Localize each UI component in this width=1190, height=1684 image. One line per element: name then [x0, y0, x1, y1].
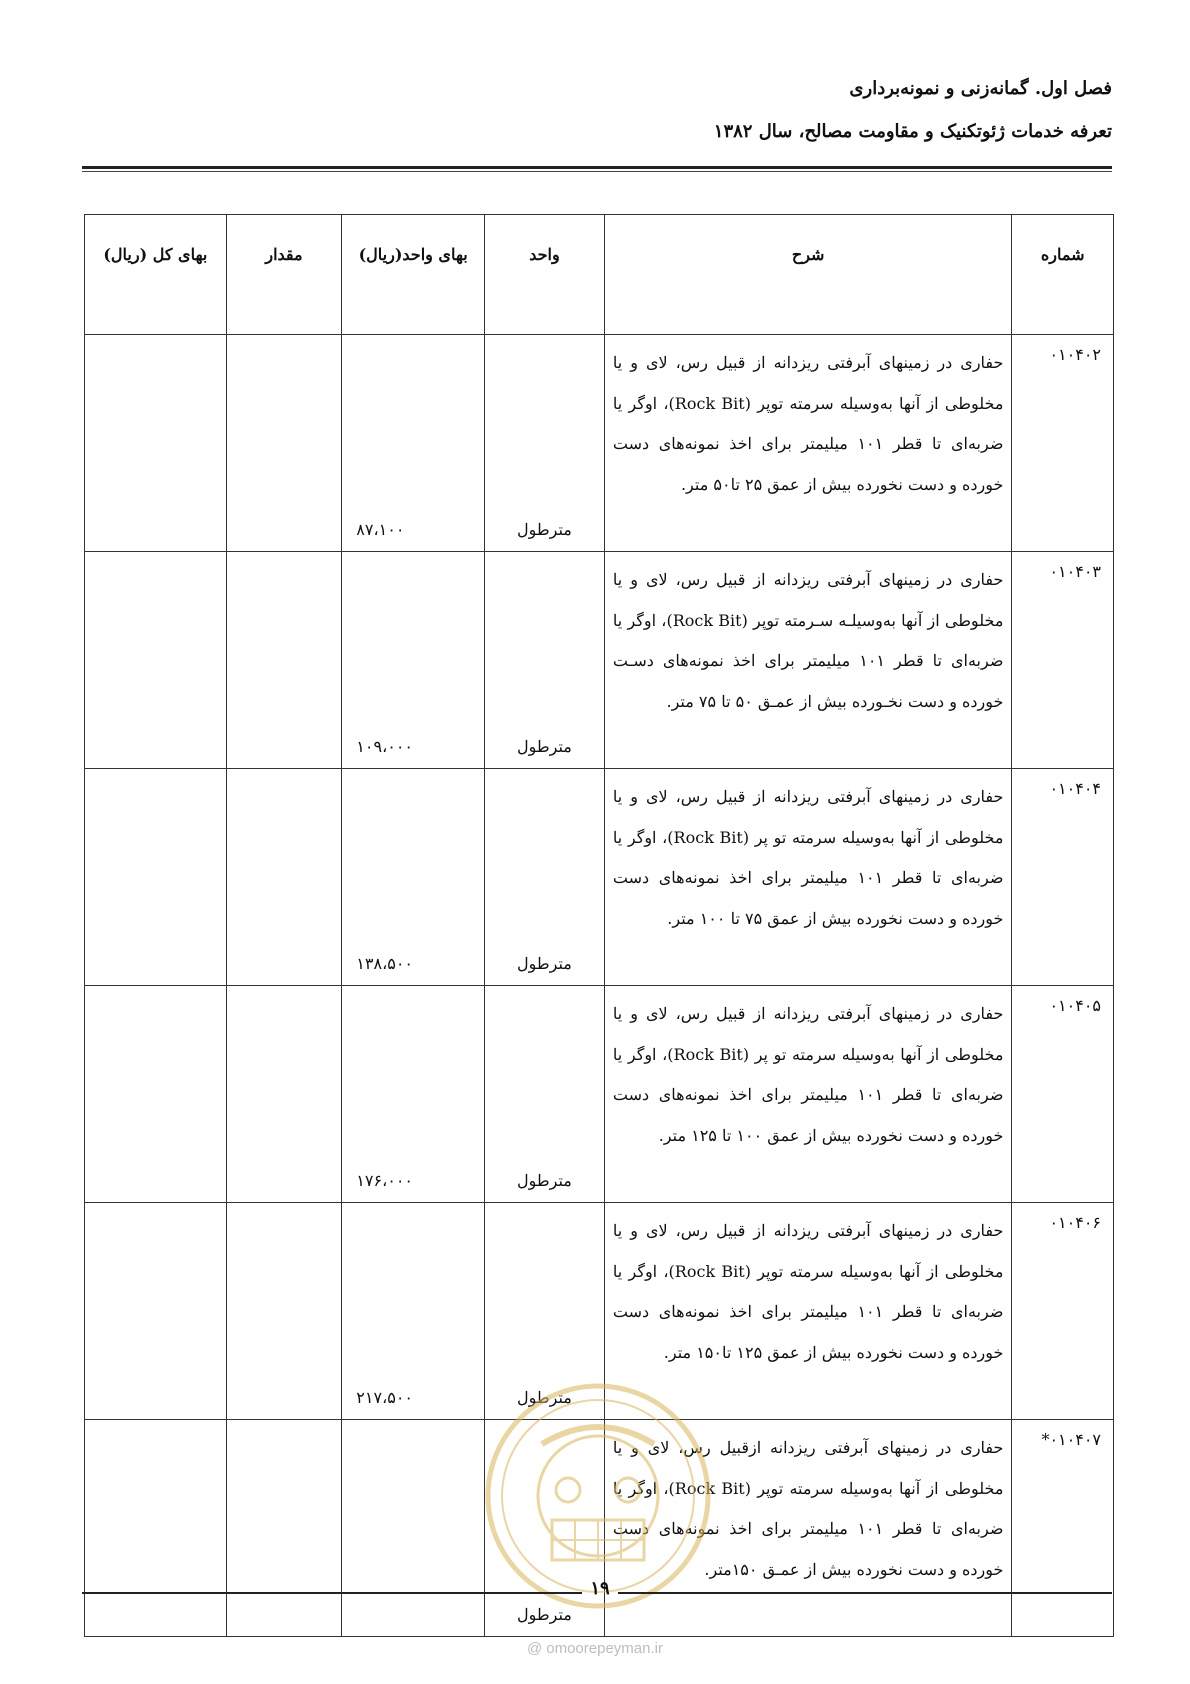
column-header-total-price: بهای کل (ریال): [85, 215, 227, 335]
column-header-quantity: مقدار: [226, 215, 342, 335]
footer-rule-left: [82, 1592, 582, 1594]
row-unit-price: ۲۱۷،۵۰۰: [342, 1203, 485, 1420]
watermark: [0, 1640, 1190, 1657]
table-row: [85, 552, 1114, 769]
row-total-price: [85, 769, 227, 986]
row-unit-price: ۱۰۹،۰۰۰: [342, 552, 485, 769]
table-row: [85, 335, 1114, 552]
table-row: [85, 769, 1114, 986]
row-unit: مترطول: [484, 986, 604, 1203]
page-number: ۱۹: [590, 1578, 610, 1599]
row-number: ۰۱۰۴۰۳: [1012, 552, 1114, 769]
row-description: حفاری در زمینهای آبرفتی ریزدانه از قبیل رس، لای و یا مخلوطی از آنها به‌وسیله سرمته توپر (Rock Bit)، اوگر یا ضربه‌ای تا قطر ۱۰۱ میلیمتر برای اخذ نمونه‌های دست خورده و دست نخورده بیش از عمق ۲۵ تا۵۰ متر.: [604, 335, 1011, 552]
row-unit-price: ۱۷۶،۰۰۰: [342, 986, 485, 1203]
row-number: ۰۱۰۴۰۵: [1012, 986, 1114, 1203]
row-description: حفاری در زمینهای آبرفتی ریزدانه از قبیل رس، لای و یا مخلوطی از آنها به‌وسیله سرمته توپر (Rock Bit)، اوگر یا ضربه‌ای تا قطر ۱۰۱ میلیمتر برای اخذ نمونه‌های دست خورده و دست نخورده بیش از عمق ۱۲۵ تا۱۵۰ متر.: [604, 1203, 1011, 1420]
chapter-title: فصل اول. گمانه‌زنی و نمونه‌برداری: [849, 78, 1112, 99]
row-quantity: [226, 335, 342, 552]
column-header-description: شرح: [604, 215, 1011, 335]
row-description: حفاری در زمینهای آبرفتی ریزدانه از قبیل رس، لای و یا مخلوطی از آنها به‌وسیله سرمته تو پر (Rock Bit)، اوگر یا ضربه‌ای تا قطر ۱۰۱ میلیمتر برای اخذ نمونه‌های دست خورده و دست نخورده بیش از عمق ۱۰۰ تا ۱۲۵ متر.: [604, 986, 1011, 1203]
row-total-price: [85, 986, 227, 1203]
row-description: حفاری در زمینهای آبرفتی ریزدانه از قبیل رس، لای و یا مخلوطی از آنها به‌وسیله سرمته تو پر (Rock Bit)، اوگر یا ضربه‌ای تا قطر ۱۰۱ میلیمتر برای اخذ نمونه‌های دست خورده و دست نخورده بیش از عمق ۷۵ تا ۱۰۰ متر.: [604, 769, 1011, 986]
row-unit: مترطول: [484, 552, 604, 769]
row-quantity: [226, 769, 342, 986]
row-unit-price: ۸۷،۱۰۰: [342, 335, 485, 552]
row-number: ۰۱۰۴۰۲: [1012, 335, 1114, 552]
column-header-number: شماره: [1012, 215, 1114, 335]
page-header: [714, 78, 1112, 142]
row-unit: مترطول: [484, 1203, 604, 1420]
row-total-price: [85, 1203, 227, 1420]
row-number: ۰۱۰۴۰۴: [1012, 769, 1114, 986]
row-unit: مترطول: [484, 769, 604, 986]
at-sign-icon: @: [527, 1640, 543, 1657]
row-unit: مترطول: [484, 1420, 604, 1637]
footer-rule-right: [618, 1592, 1112, 1594]
row-quantity: [226, 552, 342, 769]
row-total-price: [85, 1420, 227, 1637]
row-quantity: [226, 986, 342, 1203]
header-rule-thick: [82, 166, 1112, 169]
row-total-price: [85, 552, 227, 769]
row-description: حفاری در زمینهای آبرفتی ریزدانه ازقبیل رس، لای و یا مخلوطی از آنها به‌وسیله سرمته توپر (Rock Bit)، اوگر یا ضربه‌ای تا قطر ۱۰۱ میلیمتر برای اخذ نمونه‌های دست خورده و دست نخورده بیش از عمـق ۱۵۰متر.: [604, 1420, 1011, 1637]
row-unit-price: ۱۳۸،۵۰۰: [342, 769, 485, 986]
row-unit-price: [342, 1420, 485, 1637]
row-number: ۰۱۰۴۰۶: [1012, 1203, 1114, 1420]
document-subtitle: تعرفه خدمات ژئوتکنیک و مقاومت مصالح، سال ۱۳۸۲: [713, 121, 1112, 142]
header-rule-thin: [82, 171, 1112, 172]
column-header-unit: واحد: [484, 215, 604, 335]
row-number: ۰۱۰۴۰۷*: [1012, 1420, 1114, 1637]
row-unit: مترطول: [484, 335, 604, 552]
table-row: [85, 986, 1114, 1203]
row-quantity: [226, 1420, 342, 1637]
watermark-text: omoorepeyman.ir: [546, 1640, 663, 1657]
column-header-unit-price: بهای واحد(ریال): [342, 215, 485, 335]
row-description: حفاری در زمینهای آبرفتی ریزدانه از قبیل رس، لای و یا مخلوطی از آنها به‌وسیلـه سـرمته توپر (Rock Bit)، اوگر یا ضربه‌ای تا قطر ۱۰۱ میلیمتر برای اخذ نمونه‌های دسـت خورده و دست نخـورده بیش از عمـق ۵۰ تا ۷۵ متر.: [604, 552, 1011, 769]
row-quantity: [226, 1203, 342, 1420]
table-header-row: [85, 215, 1114, 335]
row-total-price: [85, 335, 227, 552]
